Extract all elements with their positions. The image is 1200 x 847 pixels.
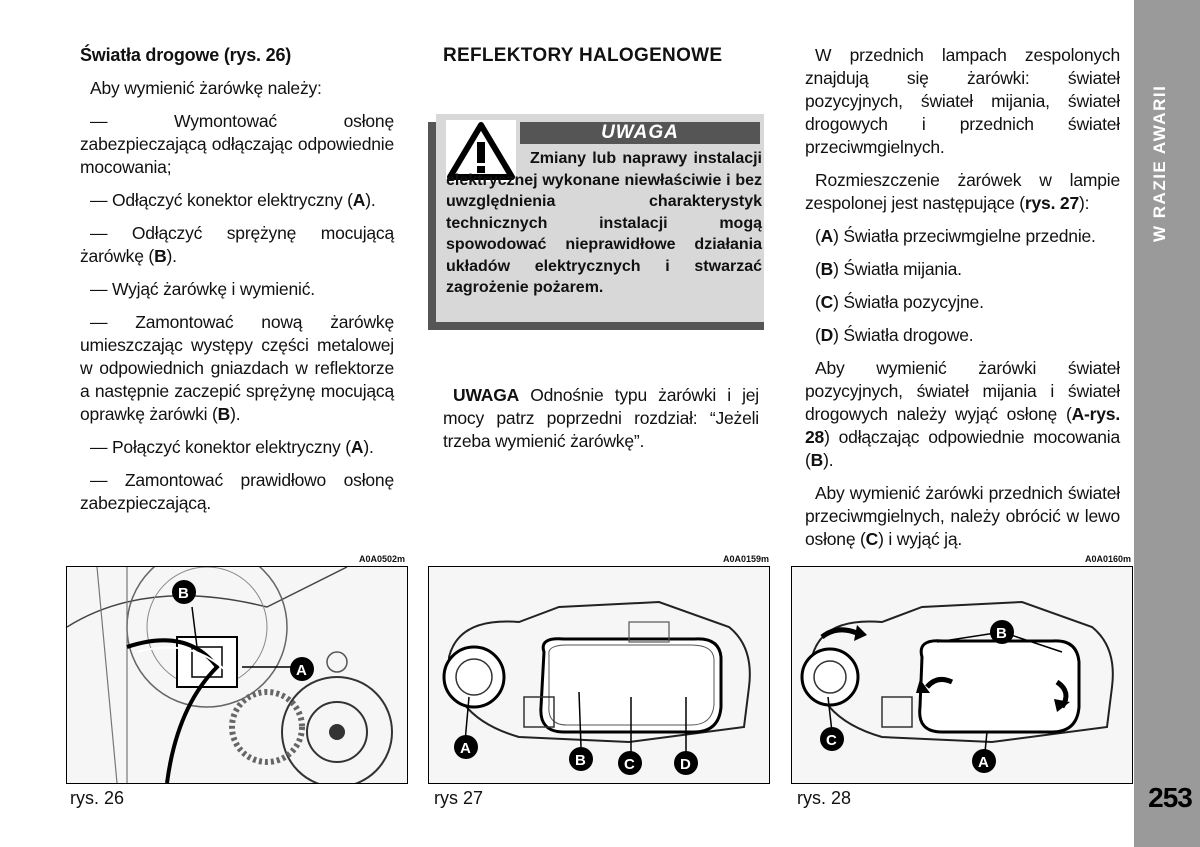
section-heading-halogen: REFLEKTORY HALOGENOWE — [443, 45, 723, 66]
figure-code-28: A0A0160m — [1084, 554, 1131, 564]
warning-box — [436, 114, 764, 322]
column-2 — [443, 44, 761, 77]
list-item-a: (A) Światła przeciwmgielne przednie. — [815, 226, 1096, 246]
svg-text:D: D — [680, 756, 691, 773]
paragraph-cover: Aby wymienić żarówki świateł pozycyjnych, świateł mijania i świateł drogowych należy wyjąć osłonę (A-rys. 28) odłączając odpowiednie mocowania (B). — [805, 358, 1120, 470]
svg-text:B: B — [996, 625, 1007, 642]
bulb-note — [443, 384, 759, 463]
paragraph-layout: Rozmieszczenie żarówek w lampie zespolonej jest następujące (rys. 27): — [805, 170, 1120, 213]
step-2: — Odłączyć konektor elektryczny (A). — [90, 190, 376, 210]
figure-caption-26: rys. 26 — [70, 788, 125, 808]
step-7: — Zamontować prawidłowo osłonę zabezpieczającą. — [80, 470, 394, 513]
svg-text:A: A — [296, 662, 307, 679]
page-number: 253 — [1148, 782, 1192, 813]
paragraph-bulbs: W przednich lampach zespolonych znajdują się żarówki: świateł pozycyjnych, świateł mijania, świateł drogowych i przednich świateł przeciwmgielnych. — [805, 45, 1120, 157]
column-3 — [805, 44, 1120, 561]
step-1: — Wymontować osłonę zabezpieczającą odłączając odpowiednie mocowania; — [80, 111, 394, 177]
step-4: — Wyjąć żarówkę i wymienić. — [90, 279, 315, 299]
svg-text:A: A — [460, 740, 471, 757]
step-6: — Połączyć konektor elektryczny (A). — [90, 437, 374, 457]
paragraph-fog: Aby wymienić żarówki przednich świateł przeciwmgielnych, należy obrócić w lewo osłonę (C) i wyjąć ją. — [805, 483, 1120, 549]
note-label: UWAGA — [453, 385, 520, 405]
figure-27-illustration — [429, 567, 769, 783]
svg-text:A: A — [978, 754, 989, 771]
list-item-b: (B) Światła mijania. — [815, 259, 962, 279]
step-5: — Zamontować nową żarówkę umieszczając występy części metalowej w odpowiednich gniazdach w reflektorze a następnie zaczepić sprężynę mocującą oprawkę żarówki (B). — [80, 312, 394, 424]
figure-code-26: A0A0502m — [358, 554, 405, 564]
section-heading-high-beam: Światła drogowe (rys. 26) — [80, 45, 292, 65]
warning-text: Zmiany lub naprawy instalacji elektrycznej wykonane niewłaściwie i bez uwzględnienia charakterystyk technicznych instalacji mogą spowodować nieprawidłowe działania układów elektrycznych i stwarzać zagrożenie pożarem. — [446, 150, 762, 296]
note-text: Odnośnie typu żarówki i jej mocy patrz poprzedni rozdział: “Jeżeli trzeba wymienić żarówkę”. — [443, 385, 759, 451]
figure-26 — [66, 566, 408, 784]
figure-code-27: A0A0159m — [722, 554, 769, 564]
svg-text:C: C — [624, 756, 635, 773]
figure-28-illustration — [792, 567, 1132, 783]
figure-caption-27: rys 27 — [434, 788, 484, 808]
warning-title: UWAGA — [520, 122, 760, 144]
list-item-d: (D) Światła drogowe. — [815, 325, 974, 345]
section-label: W RAZIE AWARII — [1150, 84, 1169, 242]
list-item-c: (C) Światła pozycyjne. — [815, 292, 984, 312]
figure-28 — [791, 566, 1133, 784]
svg-text:C: C — [826, 732, 837, 749]
svg-text:B: B — [178, 585, 189, 602]
intro-text: Aby wymienić żarówkę należy: — [90, 78, 322, 98]
svg-text:B: B — [575, 752, 586, 769]
figure-26-illustration — [67, 567, 407, 783]
figure-27 — [428, 566, 770, 784]
column-1 — [80, 44, 394, 525]
step-3: — Odłączyć sprężynę mocującą żarówkę (B). — [80, 223, 394, 266]
figure-caption-28: rys. 28 — [797, 788, 852, 808]
